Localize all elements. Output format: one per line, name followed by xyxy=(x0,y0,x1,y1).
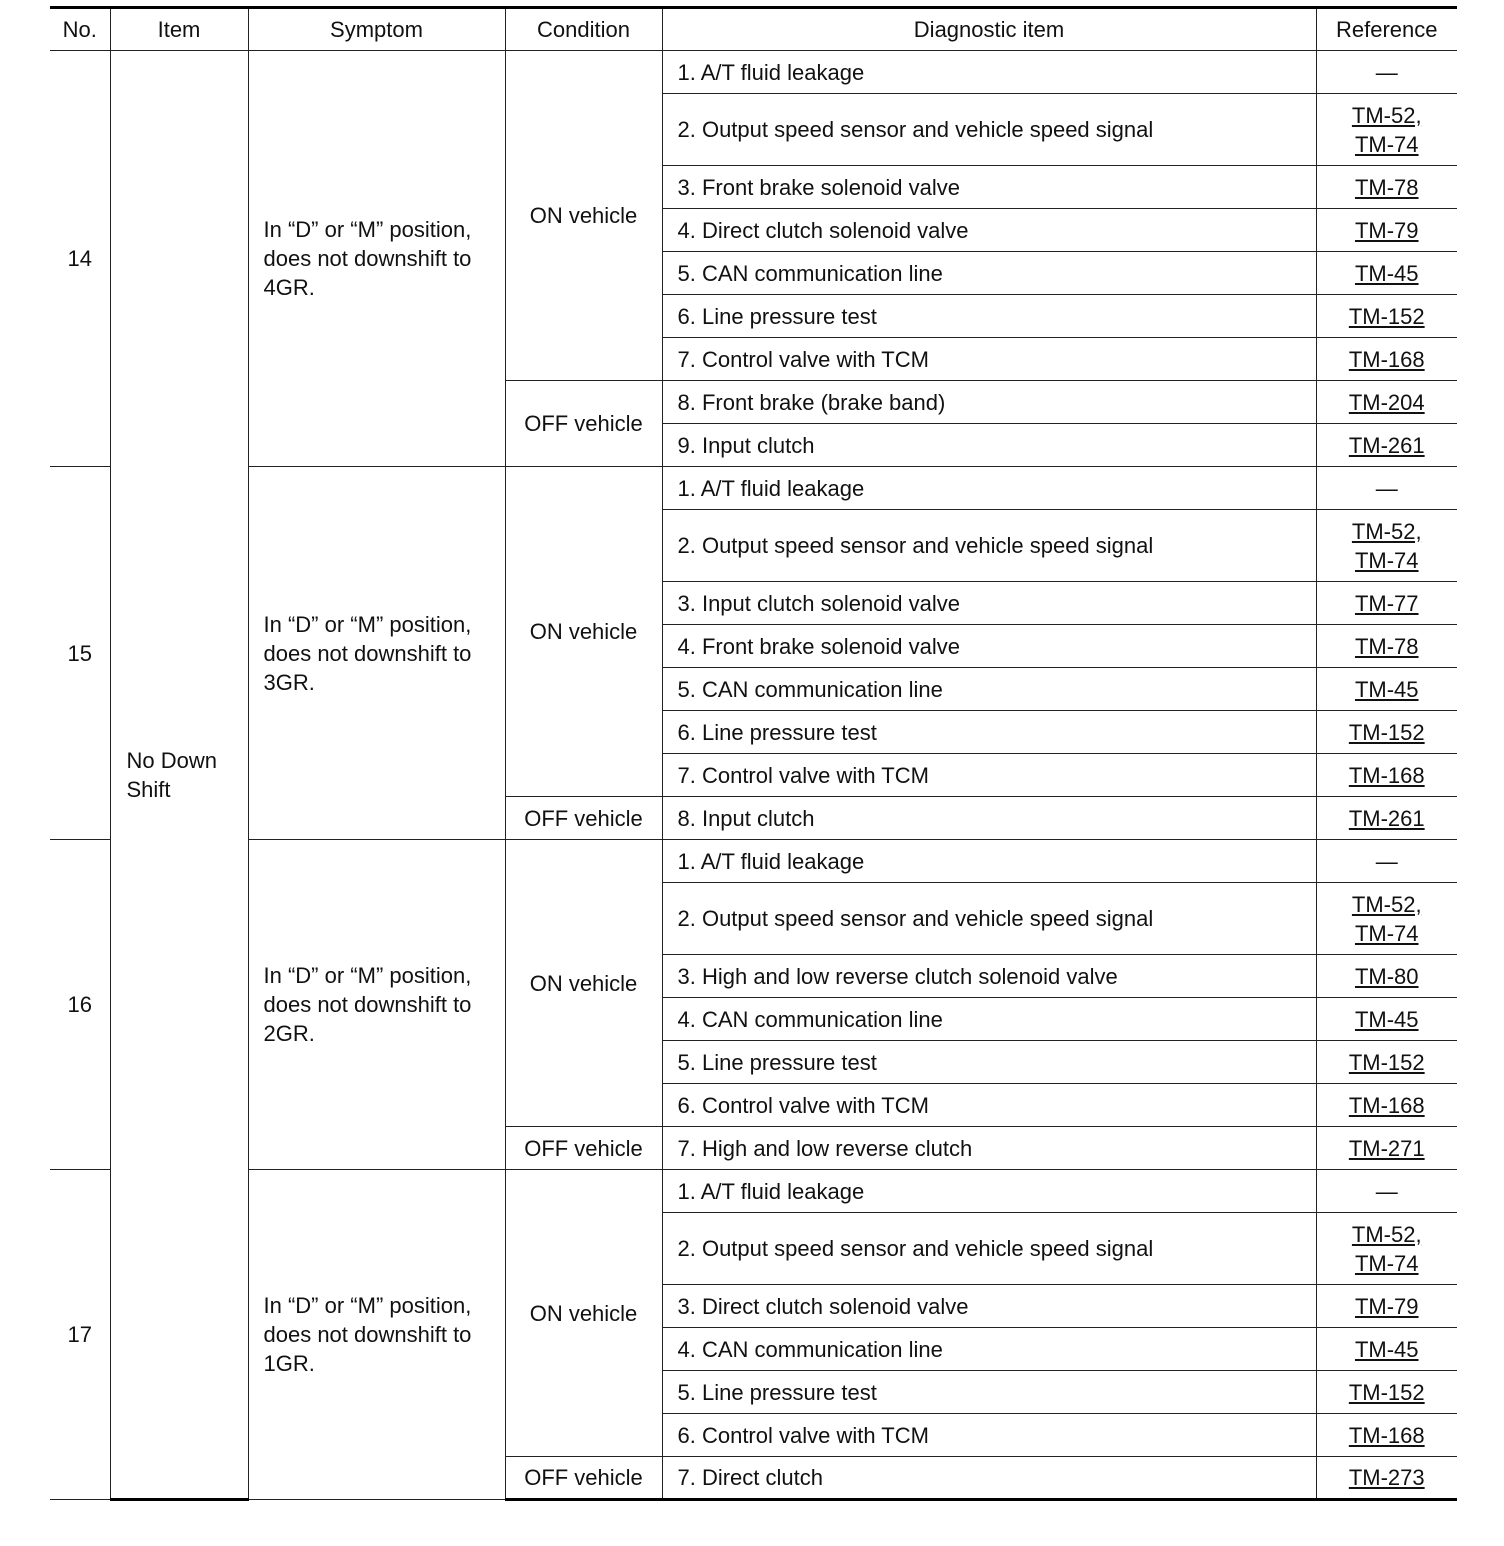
cell-diagnostic-item: 1. A/T fluid leakage xyxy=(662,1170,1316,1213)
reference-link[interactable]: TM-45 xyxy=(1354,1336,1419,1362)
diagnosis-table xyxy=(50,6,1457,1501)
reference-link[interactable]: TM-45 xyxy=(1354,1006,1419,1032)
cell-diagnostic-item: 1. A/T fluid leakage xyxy=(662,467,1316,510)
reference-link[interactable]: TM-78 xyxy=(1354,633,1419,659)
cell-diagnostic-item: 6. Control valve with TCM xyxy=(662,1414,1316,1457)
cell-condition: ON vehicle xyxy=(505,467,662,797)
cell-reference xyxy=(1316,1328,1457,1371)
reference-none: — xyxy=(1375,475,1398,501)
cell-condition: ON vehicle xyxy=(505,51,662,381)
cell-reference xyxy=(1316,209,1457,252)
cell-symptom: In “D” or “M” position, does not downshift to 1GR. xyxy=(248,1170,505,1500)
reference-link[interactable]: TM-204 xyxy=(1348,389,1425,415)
table-row xyxy=(50,840,1457,883)
cell-reference xyxy=(1316,1285,1457,1328)
reference-link[interactable]: TM-261 xyxy=(1348,805,1425,831)
cell-diagnostic-item: 6. Line pressure test xyxy=(662,295,1316,338)
reference-none: — xyxy=(1375,1178,1398,1204)
cell-condition: OFF vehicle xyxy=(505,1457,662,1500)
cell-diagnostic-item: 6. Control valve with TCM xyxy=(662,1084,1316,1127)
cell-reference xyxy=(1316,166,1457,209)
reference-link[interactable]: TM-78 xyxy=(1354,174,1419,200)
cell-reference xyxy=(1316,467,1457,510)
header-reference: Reference xyxy=(1316,8,1457,51)
cell-reference xyxy=(1316,797,1457,840)
reference-link[interactable]: TM-52, xyxy=(1351,891,1422,917)
reference-none: — xyxy=(1375,848,1398,874)
cell-reference xyxy=(1316,1213,1457,1285)
reference-link[interactable]: TM-74 xyxy=(1354,131,1419,157)
cell-reference xyxy=(1316,338,1457,381)
cell-diagnostic-item: 1. A/T fluid leakage xyxy=(662,51,1316,94)
cell-reference xyxy=(1316,1371,1457,1414)
cell-symptom: In “D” or “M” position, does not downshift to 4GR. xyxy=(248,51,505,467)
cell-diagnostic-item: 7. Control valve with TCM xyxy=(662,338,1316,381)
cell-reference xyxy=(1316,668,1457,711)
cell-symptom: In “D” or “M” position, does not downshift to 2GR. xyxy=(248,840,505,1170)
cell-no: 15 xyxy=(50,467,110,840)
cell-no: 16 xyxy=(50,840,110,1170)
header-symptom: Symptom xyxy=(248,8,505,51)
reference-link[interactable]: TM-74 xyxy=(1354,547,1419,573)
reference-link[interactable]: TM-45 xyxy=(1354,260,1419,286)
cell-reference xyxy=(1316,1170,1457,1213)
reference-link[interactable]: TM-45 xyxy=(1354,676,1419,702)
cell-item xyxy=(110,51,248,1500)
reference-link[interactable]: TM-273 xyxy=(1348,1465,1425,1490)
cell-reference xyxy=(1316,94,1457,166)
cell-diagnostic-item: 4. Direct clutch solenoid valve xyxy=(662,209,1316,252)
cell-reference xyxy=(1316,625,1457,668)
reference-link[interactable]: TM-77 xyxy=(1354,590,1419,616)
cell-reference xyxy=(1316,883,1457,955)
cell-reference xyxy=(1316,1041,1457,1084)
cell-reference xyxy=(1316,51,1457,94)
header-item: Item xyxy=(110,8,248,51)
cell-diagnostic-item: 3. High and low reverse clutch solenoid valve xyxy=(662,955,1316,998)
cell-diagnostic-item: 7. Direct clutch xyxy=(662,1457,1316,1500)
cell-diagnostic-item: 2. Output speed sensor and vehicle speed signal xyxy=(662,94,1316,166)
cell-diagnostic-item: 5. Line pressure test xyxy=(662,1371,1316,1414)
cell-reference xyxy=(1316,510,1457,582)
cell-reference xyxy=(1316,840,1457,883)
cell-reference xyxy=(1316,998,1457,1041)
cell-diagnostic-item: 8. Input clutch xyxy=(662,797,1316,840)
cell-reference xyxy=(1316,252,1457,295)
cell-reference xyxy=(1316,1127,1457,1170)
cell-diagnostic-item: 2. Output speed sensor and vehicle speed signal xyxy=(662,510,1316,582)
cell-reference xyxy=(1316,582,1457,625)
cell-condition: OFF vehicle xyxy=(505,1127,662,1170)
reference-link[interactable]: TM-152 xyxy=(1348,303,1425,329)
cell-reference xyxy=(1316,1084,1457,1127)
cell-diagnostic-item: 4. Front brake solenoid valve xyxy=(662,625,1316,668)
reference-link[interactable]: TM-79 xyxy=(1354,1293,1419,1319)
cell-diagnostic-item: 2. Output speed sensor and vehicle speed signal xyxy=(662,1213,1316,1285)
cell-diagnostic-item: 4. CAN communication line xyxy=(662,998,1316,1041)
table-body xyxy=(50,51,1457,1500)
reference-link[interactable]: TM-152 xyxy=(1348,719,1425,745)
reference-link[interactable]: TM-152 xyxy=(1348,1049,1425,1075)
cell-diagnostic-item: 8. Front brake (brake band) xyxy=(662,381,1316,424)
reference-link[interactable]: TM-74 xyxy=(1354,1250,1419,1276)
reference-link[interactable]: TM-261 xyxy=(1348,432,1425,458)
reference-link[interactable]: TM-79 xyxy=(1354,217,1419,243)
cell-reference xyxy=(1316,381,1457,424)
reference-link[interactable]: TM-52, xyxy=(1351,1221,1422,1247)
cell-no: 14 xyxy=(50,51,110,467)
reference-link[interactable]: TM-52, xyxy=(1351,102,1422,128)
reference-link[interactable]: TM-168 xyxy=(1348,1092,1425,1118)
reference-link[interactable]: TM-52, xyxy=(1351,518,1422,544)
header-no: No. xyxy=(50,8,110,51)
cell-diagnostic-item: 5. Line pressure test xyxy=(662,1041,1316,1084)
table-row xyxy=(50,1170,1457,1213)
cell-no: 17 xyxy=(50,1170,110,1500)
cell-reference xyxy=(1316,1414,1457,1457)
cell-reference xyxy=(1316,711,1457,754)
cell-reference xyxy=(1316,1457,1457,1500)
reference-none: — xyxy=(1375,59,1398,85)
header-condition: Condition xyxy=(505,8,662,51)
cell-condition: ON vehicle xyxy=(505,840,662,1127)
cell-condition: OFF vehicle xyxy=(505,797,662,840)
cell-condition: OFF vehicle xyxy=(505,381,662,467)
table-header-row xyxy=(50,8,1457,51)
cell-condition: ON vehicle xyxy=(505,1170,662,1457)
reference-link[interactable]: TM-271 xyxy=(1348,1135,1425,1161)
reference-link[interactable]: TM-168 xyxy=(1348,1422,1425,1448)
reference-link[interactable]: TM-80 xyxy=(1354,963,1419,989)
cell-diagnostic-item: 3. Input clutch solenoid valve xyxy=(662,582,1316,625)
cell-reference xyxy=(1316,955,1457,998)
cell-diagnostic-item: 4. CAN communication line xyxy=(662,1328,1316,1371)
cell-diagnostic-item: 3. Direct clutch solenoid valve xyxy=(662,1285,1316,1328)
reference-link[interactable]: TM-74 xyxy=(1354,920,1419,946)
cell-diagnostic-item: 3. Front brake solenoid valve xyxy=(662,166,1316,209)
table-row xyxy=(50,467,1457,510)
header-diagnostic-item: Diagnostic item xyxy=(662,8,1316,51)
cell-diagnostic-item: 6. Line pressure test xyxy=(662,711,1316,754)
cell-reference xyxy=(1316,424,1457,467)
cell-diagnostic-item: 7. Control valve with TCM xyxy=(662,754,1316,797)
table-row xyxy=(50,51,1457,94)
reference-link[interactable]: TM-152 xyxy=(1348,1379,1425,1405)
cell-reference xyxy=(1316,754,1457,797)
item-label: No Down Shift xyxy=(126,747,217,802)
cell-diagnostic-item: 9. Input clutch xyxy=(662,424,1316,467)
cell-diagnostic-item: 5. CAN communication line xyxy=(662,668,1316,711)
cell-symptom: In “D” or “M” position, does not downshift to 3GR. xyxy=(248,467,505,840)
cell-diagnostic-item: 7. High and low reverse clutch xyxy=(662,1127,1316,1170)
reference-link[interactable]: TM-168 xyxy=(1348,346,1425,372)
cell-reference xyxy=(1316,295,1457,338)
cell-diagnostic-item: 5. CAN communication line xyxy=(662,252,1316,295)
cell-diagnostic-item: 1. A/T fluid leakage xyxy=(662,840,1316,883)
cell-diagnostic-item: 2. Output speed sensor and vehicle speed signal xyxy=(662,883,1316,955)
reference-link[interactable]: TM-168 xyxy=(1348,762,1425,788)
